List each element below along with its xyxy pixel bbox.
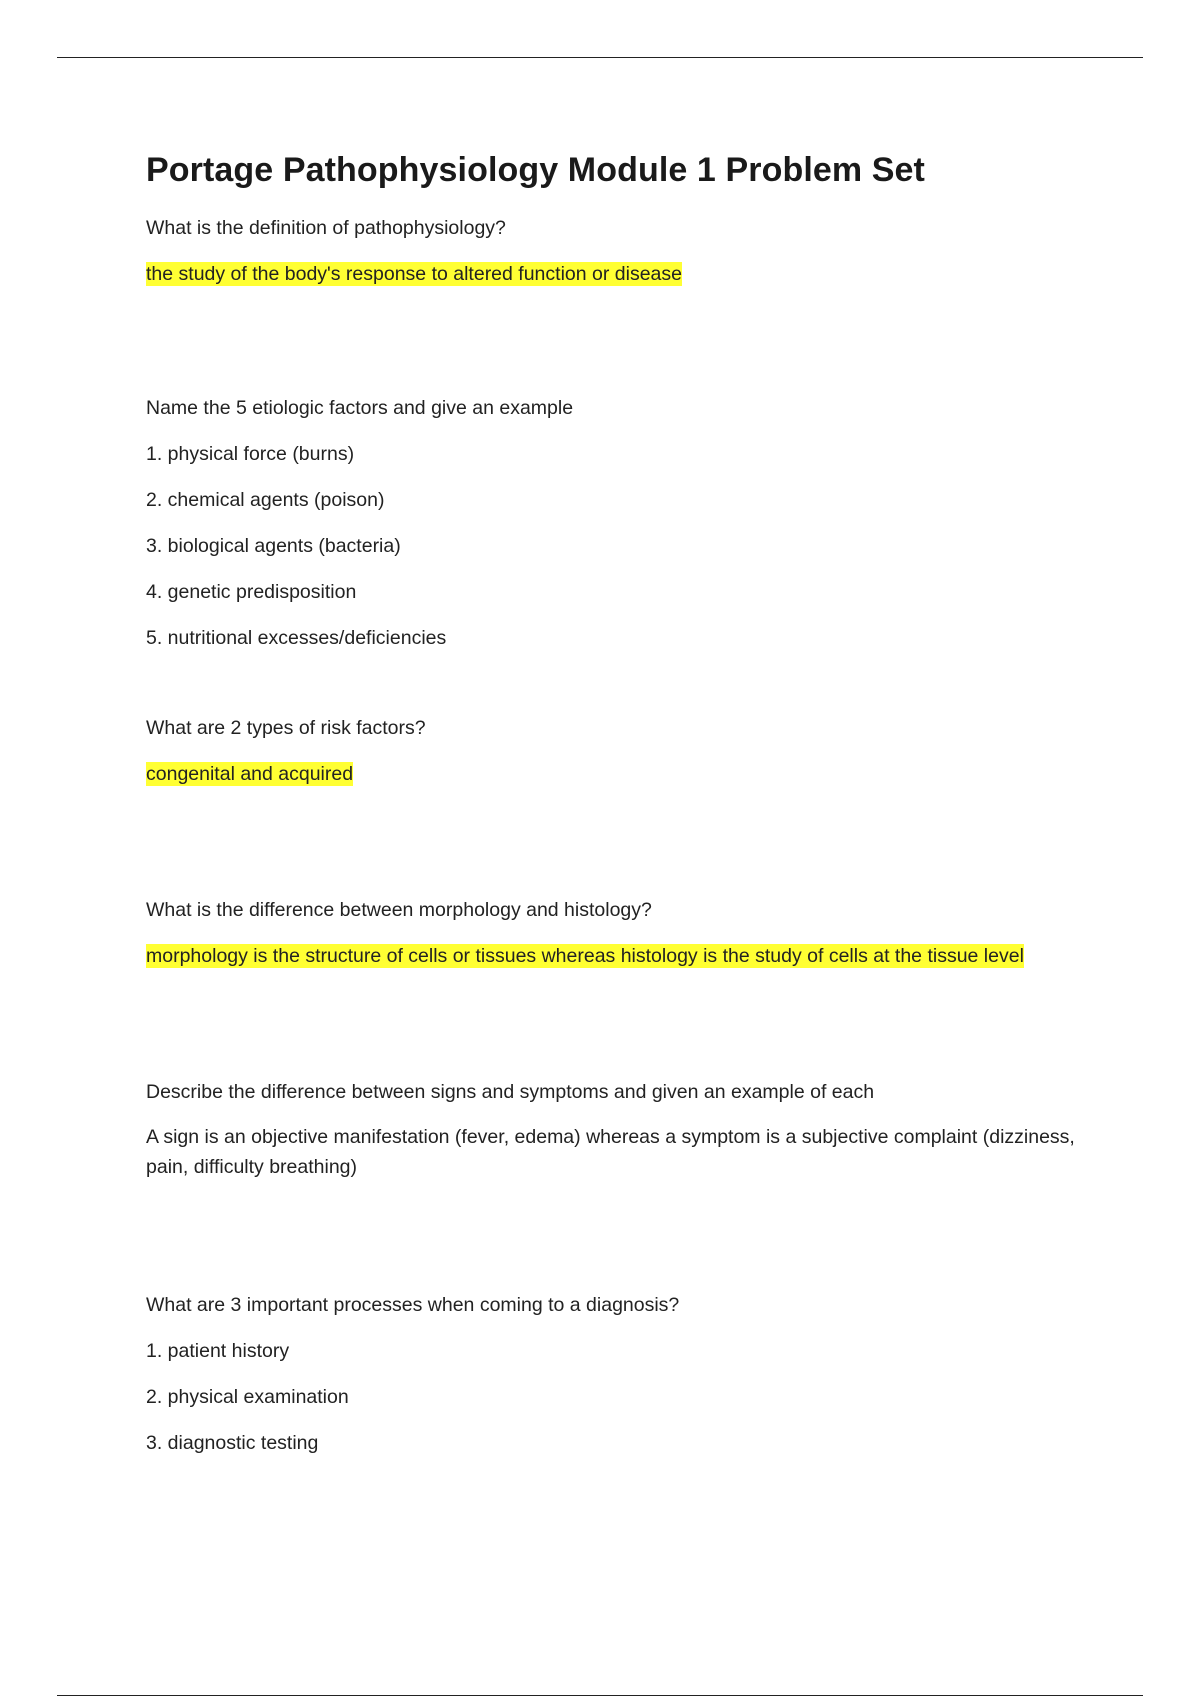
question-text: Describe the difference between signs and symptoms and given an example of each: [146, 1081, 875, 1103]
section-etiologic-factors: [146, 393, 1106, 653]
answer-text: A sign is an objective manifestation (fever, edema) whereas a symptom is a subjective complaint (dizziness, pain, difficulty breathing): [146, 1126, 1075, 1178]
list-item: 2. physical examination: [146, 1386, 349, 1408]
list-item: 5. nutritional excesses/deficiencies: [146, 627, 447, 649]
question-text: What are 2 types of risk factors?: [146, 717, 426, 739]
answer-highlight: the study of the body's response to altered function or disease: [146, 263, 682, 285]
list-item: 4. genetic predisposition: [146, 581, 357, 603]
question-text: What are 3 important processes when coming to a diagnosis?: [146, 1294, 680, 1316]
section-pathophysiology-definition: [146, 213, 1106, 289]
answer-text: [146, 259, 1106, 289]
document-title: Portage Pathophysiology Module 1 Problem Set: [146, 151, 925, 189]
section-risk-factors: [146, 713, 1106, 789]
document-body: [146, 140, 1106, 1458]
list-item: 2. chemical agents (poison): [146, 489, 385, 511]
question-text: What is the difference between morphology and histology?: [146, 899, 652, 921]
section-diagnosis-processes: [146, 1290, 1106, 1458]
question-text: What is the definition of pathophysiology?: [146, 217, 506, 239]
top-rule: [57, 57, 1143, 58]
answer-text: [146, 941, 1106, 971]
list-item: 1. patient history: [146, 1340, 290, 1362]
list-item: 1. physical force (burns): [146, 443, 355, 465]
list-item: 3. diagnostic testing: [146, 1432, 319, 1454]
answer-highlight: morphology is the structure of cells or tissues whereas histology is the study of cells at the tissue level: [146, 945, 1024, 967]
bottom-rule: [57, 1695, 1143, 1696]
section-signs-symptoms: [146, 1077, 1106, 1182]
list-item: 3. biological agents (bacteria): [146, 535, 401, 557]
section-morphology-histology: [146, 895, 1106, 971]
answer-highlight: congenital and acquired: [146, 763, 354, 785]
answer-text: [146, 759, 1106, 789]
question-text: Name the 5 etiologic factors and give an example: [146, 397, 574, 419]
